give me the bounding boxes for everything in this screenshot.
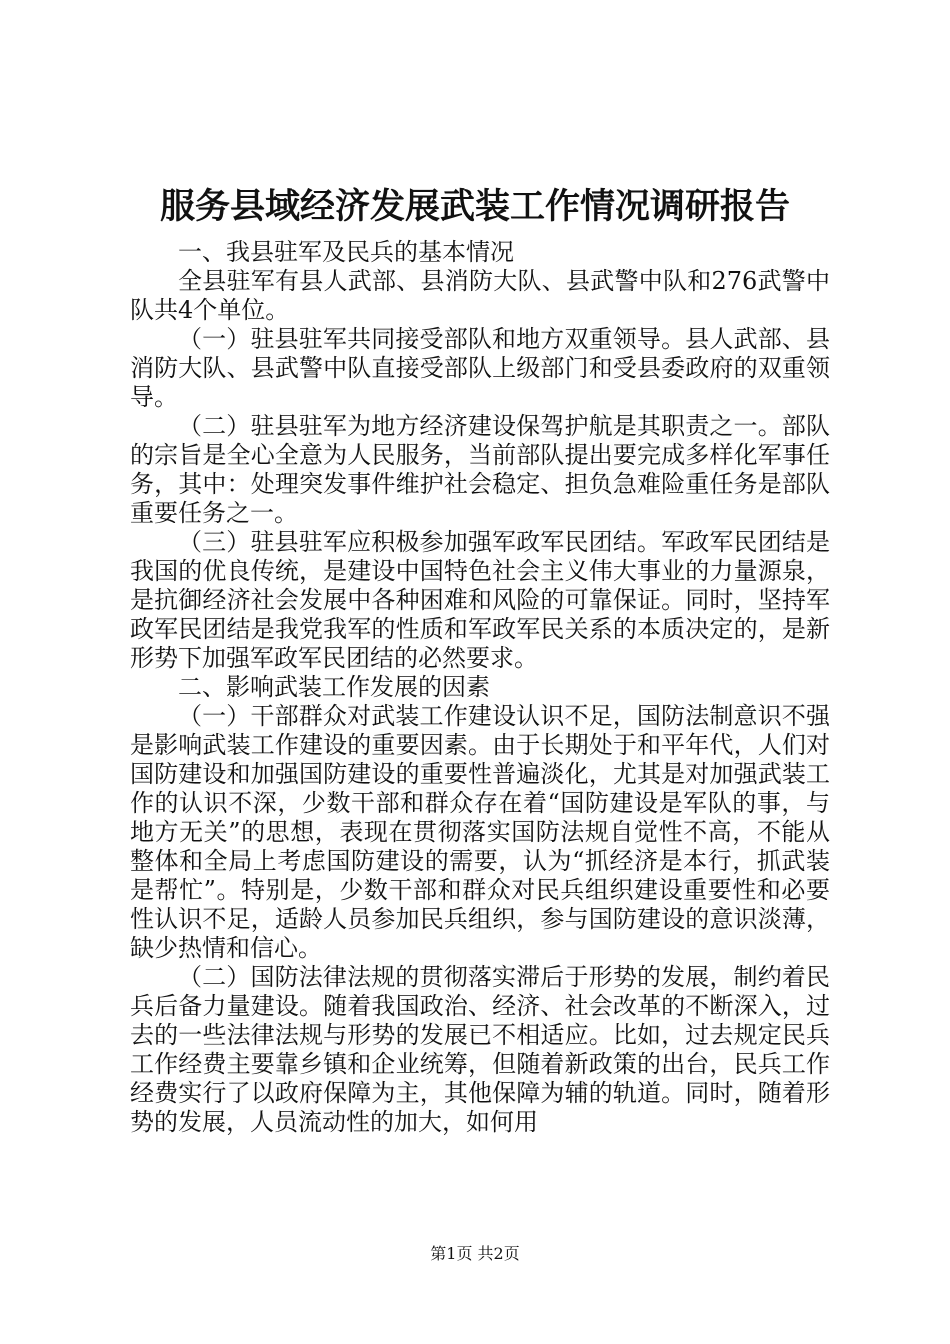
body-paragraph: （三）驻县驻军应积极参加强军政军民团结。军政军民团结是我国的优良传统，是建设中国特色社会主义伟大事业的力量源泉，是抗御经济社会发展中各种困难和风险的可靠保证。同时，坚持军政军民团结是我党我军的性质和军政军民关系的本质决定的，是新形势下加强军政军民团结的必然要求。 — [130, 528, 830, 672]
section-heading: 一、我县驻军及民兵的基本情况 — [178, 238, 514, 266]
body-paragraph: （一）驻县驻军共同接受部队和地方双重领导。县人武部、县消防大队、县武警中队直接受部队上级部门和受县委政府的双重领导。 — [130, 325, 830, 411]
body-paragraph: （一）干部群众对武装工作建设认识不足，国防法制意识不强是影响武装工作建设的重要因素。由于长期处于和平年代，人们对国防建设和加强国防建设的重要性普遍淡化，尤其是对加强武装工作的认识不深，少数干部和群众存在着“国防建设是军队的事，与地方无关”的思想，表现在贯彻落实国防法规自觉性不高，不能从整体和全局上考虑国防建设的需要，认为“抓经济是本行，抓武装是帮忙”。特别是，少数干部和群众对民兵组织建设重要性和必要性认识不足，适龄人员参加民兵组织，参与国防建设的意识淡薄，缺少热情和信心。 — [130, 702, 830, 962]
document-title: 服务县域经济发展武装工作情况调研报告 — [159, 186, 790, 227]
body-paragraph: 全县驻军有县人武部、县消防大队、县武警中队和276武警中队共4个单位。 — [130, 267, 830, 324]
body-paragraph: （二）国防法律法规的贯彻落实滞后于形势的发展，制约着民兵后备力量建设。随着我国政治、经济、社会改革的不断深入，过去的一些法律法规与形势的发展已不相适应。比如，过去规定民兵工作经费主要靠乡镇和企业统筹，但随着新政策的出台，民兵工作经费实行了以政府保障为主，其他保障为辅的轨道。同时，随着形势的发展，人员流动性的加大，如何用 — [130, 963, 830, 1136]
document-body — [130, 238, 830, 1137]
section-heading: 二、影响武装工作发展的因素 — [178, 673, 490, 701]
page-number-footer: 第1页 共2页 — [430, 1244, 520, 1263]
body-paragraph: （二）驻县驻军为地方经济建设保驾护航是其职责之一。部队的宗旨是全心全意为人民服务，当前部队提出要完成多样化军事任务，其中：处理突发事件维护社会稳定、担负急难险重任务是部队重要任务之一。 — [130, 412, 830, 527]
